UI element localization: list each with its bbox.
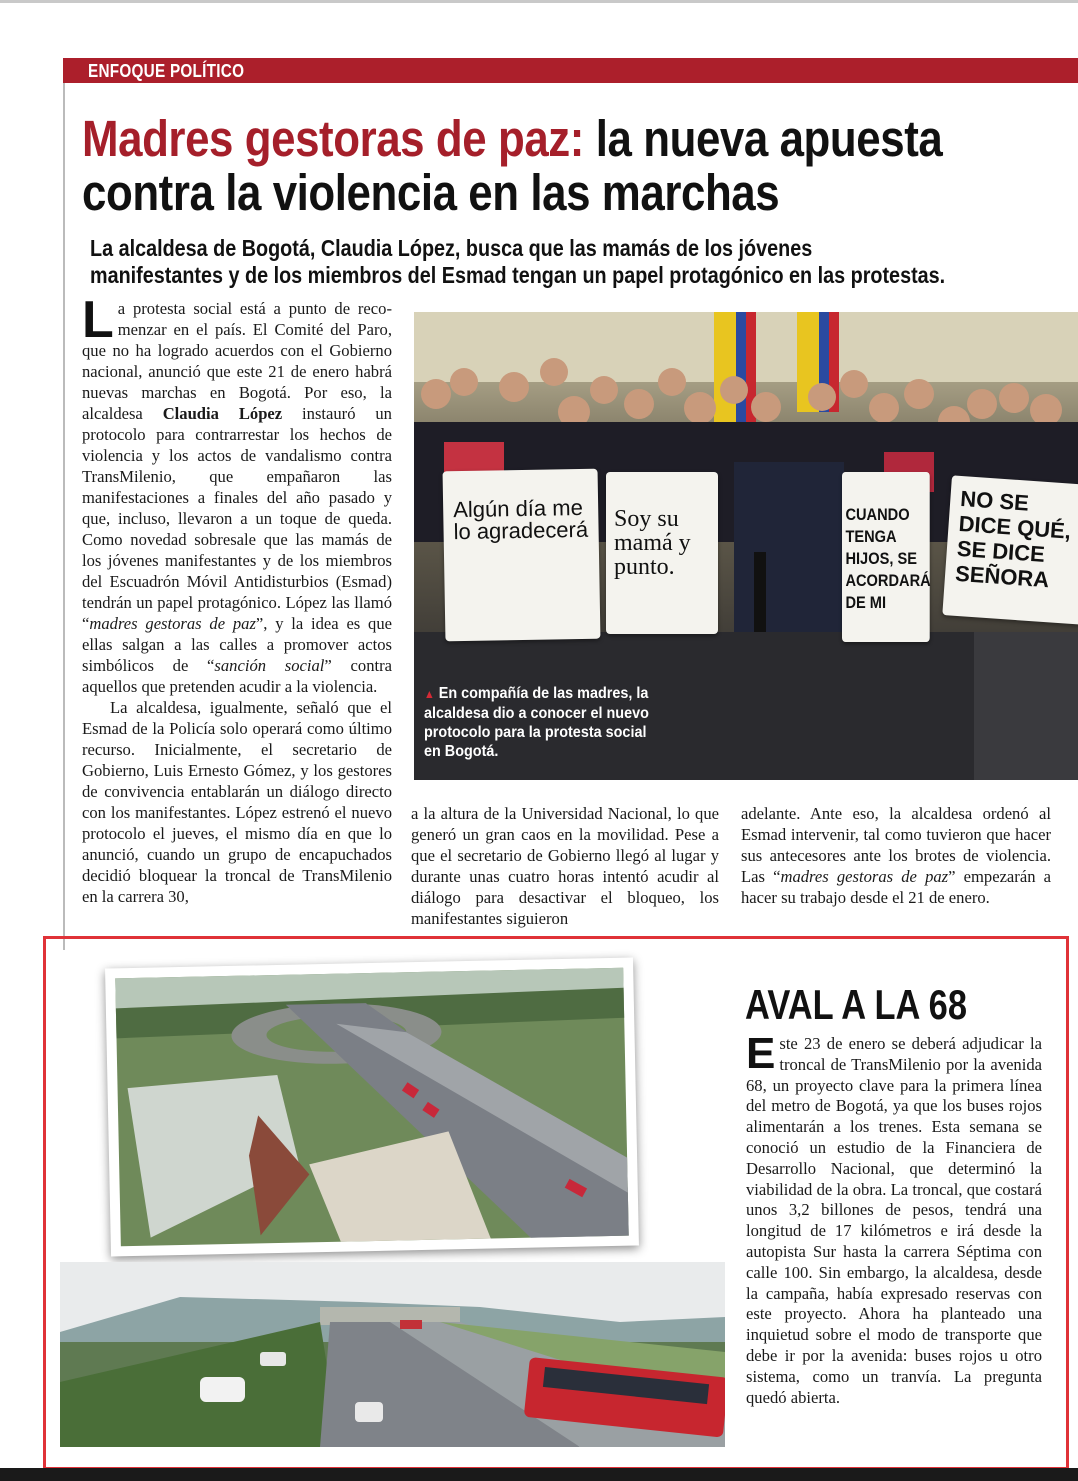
street-image bbox=[60, 1262, 725, 1447]
sign-3: CUANDO TENGA HIJOS, SE ACORDARÁ DE MI bbox=[842, 472, 930, 642]
sign-4: NO SE DICE QUÉ, SE DICE SEÑORA bbox=[942, 475, 1078, 624]
avenue-render-photo bbox=[105, 958, 639, 1257]
para1-text-d: ” contra aquellos que pretenden acudir a la violencia. bbox=[82, 656, 392, 696]
col3-italic: madres gestoras de paz bbox=[780, 867, 949, 886]
sign-1: Algún día me lo agradecerá bbox=[443, 469, 601, 642]
avenue-street-photo bbox=[60, 1262, 725, 1447]
left-rule bbox=[63, 58, 65, 950]
section-label: ENFOQUE POLÍTICO bbox=[88, 61, 245, 81]
sidebar-body: ste 23 de enero se deberá adjudicar la troncal de TransMilenio por la avenida 68, un proyecto clave para la primera línea del metro de Bogotá, ya que los buses rojos alimentarán a los trenes. Esta semana se conoció un estudio de la Financiera de Desarrollo Nacional, que determinó la viabilidad de la obra. La troncal, que costará unos 3,2 billones de pesos, tendrá una longitud de 17 kilómetros e irá desde la autopista Sur hasta la carrera Séptima con calle 100. Sin embargo, la alcaldesa, desde la campaña, había expresado reservas con este proyecto. Ahora ha planteado una inquietud sobre el modo de transporte que debe ir por la avenida: buses rojos u otro sistema, como un tranvía. La pregunta quedó abierta. bbox=[746, 1034, 1042, 1407]
dropcap: L bbox=[82, 291, 114, 349]
top-rule bbox=[0, 0, 1078, 3]
sidebar-text bbox=[746, 1029, 1042, 1408]
col2-text: a la altura de la Universidad Nacional, lo que generó un gran caos en la movilidad. Pese a que el secretario de Gobierno llegó al lugar y durante unas cuatro horas intentó acudir al diálogo para desactivar el bloqueo, los manifestantes siguieron bbox=[411, 804, 719, 928]
para1-text-b: instauró un protocolo para contrarrestar los hechos de violencia y los actos de vandalismo contra TransMilenio, que empañaron las manifestaciones a finales del año pasado y que, incluso, llevaron a un toque de queda. Como novedad sobresale que las mamás de los jóvenes manifestantes y de los miembros del Escuadrón Móvil Antidisturbios (Esmad) tendrán un papel protagónico. López las llamó “ bbox=[82, 404, 392, 633]
col3-text-a: adelante. Ante eso, la alcaldesa ordenó al Esmad intervenir, tal como tuvieron que hacer sus antecesores ante los brotes de violencia. Las “ bbox=[741, 804, 1051, 886]
deck bbox=[90, 235, 1062, 289]
para1-text-c: ”, y la idea es que ellas salgan a las calles a promover actos simbólicos de “ bbox=[82, 614, 392, 675]
caption-triangle-icon: ▲ bbox=[424, 687, 435, 701]
bottom-strip bbox=[0, 1468, 1078, 1481]
sidebar-dropcap: E bbox=[746, 1029, 776, 1078]
render-image bbox=[105, 958, 639, 1257]
para1-bold: Claudia López bbox=[162, 404, 283, 423]
para2: La alcaldesa, igualmente, señaló que el Esmad de la Policía solo operará como último recurso. Inicialmente, el secretario de Gobierno, Luis Ernesto Gómez, y los gestores de convivencia entablarán un diálogo directo con los manifestantes. López estrenó el nuevo protocolo el jueves, el mismo día en que lo anunció, cuando un grupo de encapuchados decidió bloquear la troncal de TransMilenio en la carrera 30, bbox=[82, 698, 392, 906]
para1-text-a: a protesta social está a punto de recomenzar en el país. El Comité del Paro, que no ha logrado acuerdos con el Gobierno nacional, anunció que este 21 de enero habrá nuevas marchas en Bogotá. Por eso, la alcaldesa bbox=[82, 299, 392, 423]
headline-highlight: Madres gestoras de paz: bbox=[82, 110, 584, 167]
article-column-1 bbox=[82, 291, 392, 907]
headline bbox=[82, 112, 1011, 220]
photo-caption: ▲ En compañía de las madres, la alcaldesa dio a conocer el nuevo protocolo para la protesta social en Bogotá. bbox=[424, 685, 649, 760]
para1-italic-2: sanción social bbox=[214, 656, 325, 675]
headline-rest: la nueva apuesta bbox=[583, 110, 943, 167]
headline-line2: contra la violencia en las marchas bbox=[82, 164, 780, 221]
col3-text-b: ” empezarán a hacer su trabajo desde el 21 de enero. bbox=[741, 867, 1051, 907]
deck-line1: La alcaldesa de Bogotá, Claudia López, busca que las mamás de los jóvenes bbox=[90, 235, 813, 261]
article-column-2 bbox=[411, 803, 719, 929]
deck-line2: manifestantes y de los miembros del Esmad tengan un papel protagónico en las protestas. bbox=[90, 262, 946, 288]
para1-italic-1: madres gestoras de paz bbox=[89, 614, 256, 633]
sign-2: Soy su mamá y punto. bbox=[606, 472, 718, 634]
article-column-3 bbox=[741, 803, 1051, 908]
sidebar-title: AVAL A LA 68 bbox=[745, 981, 967, 1028]
